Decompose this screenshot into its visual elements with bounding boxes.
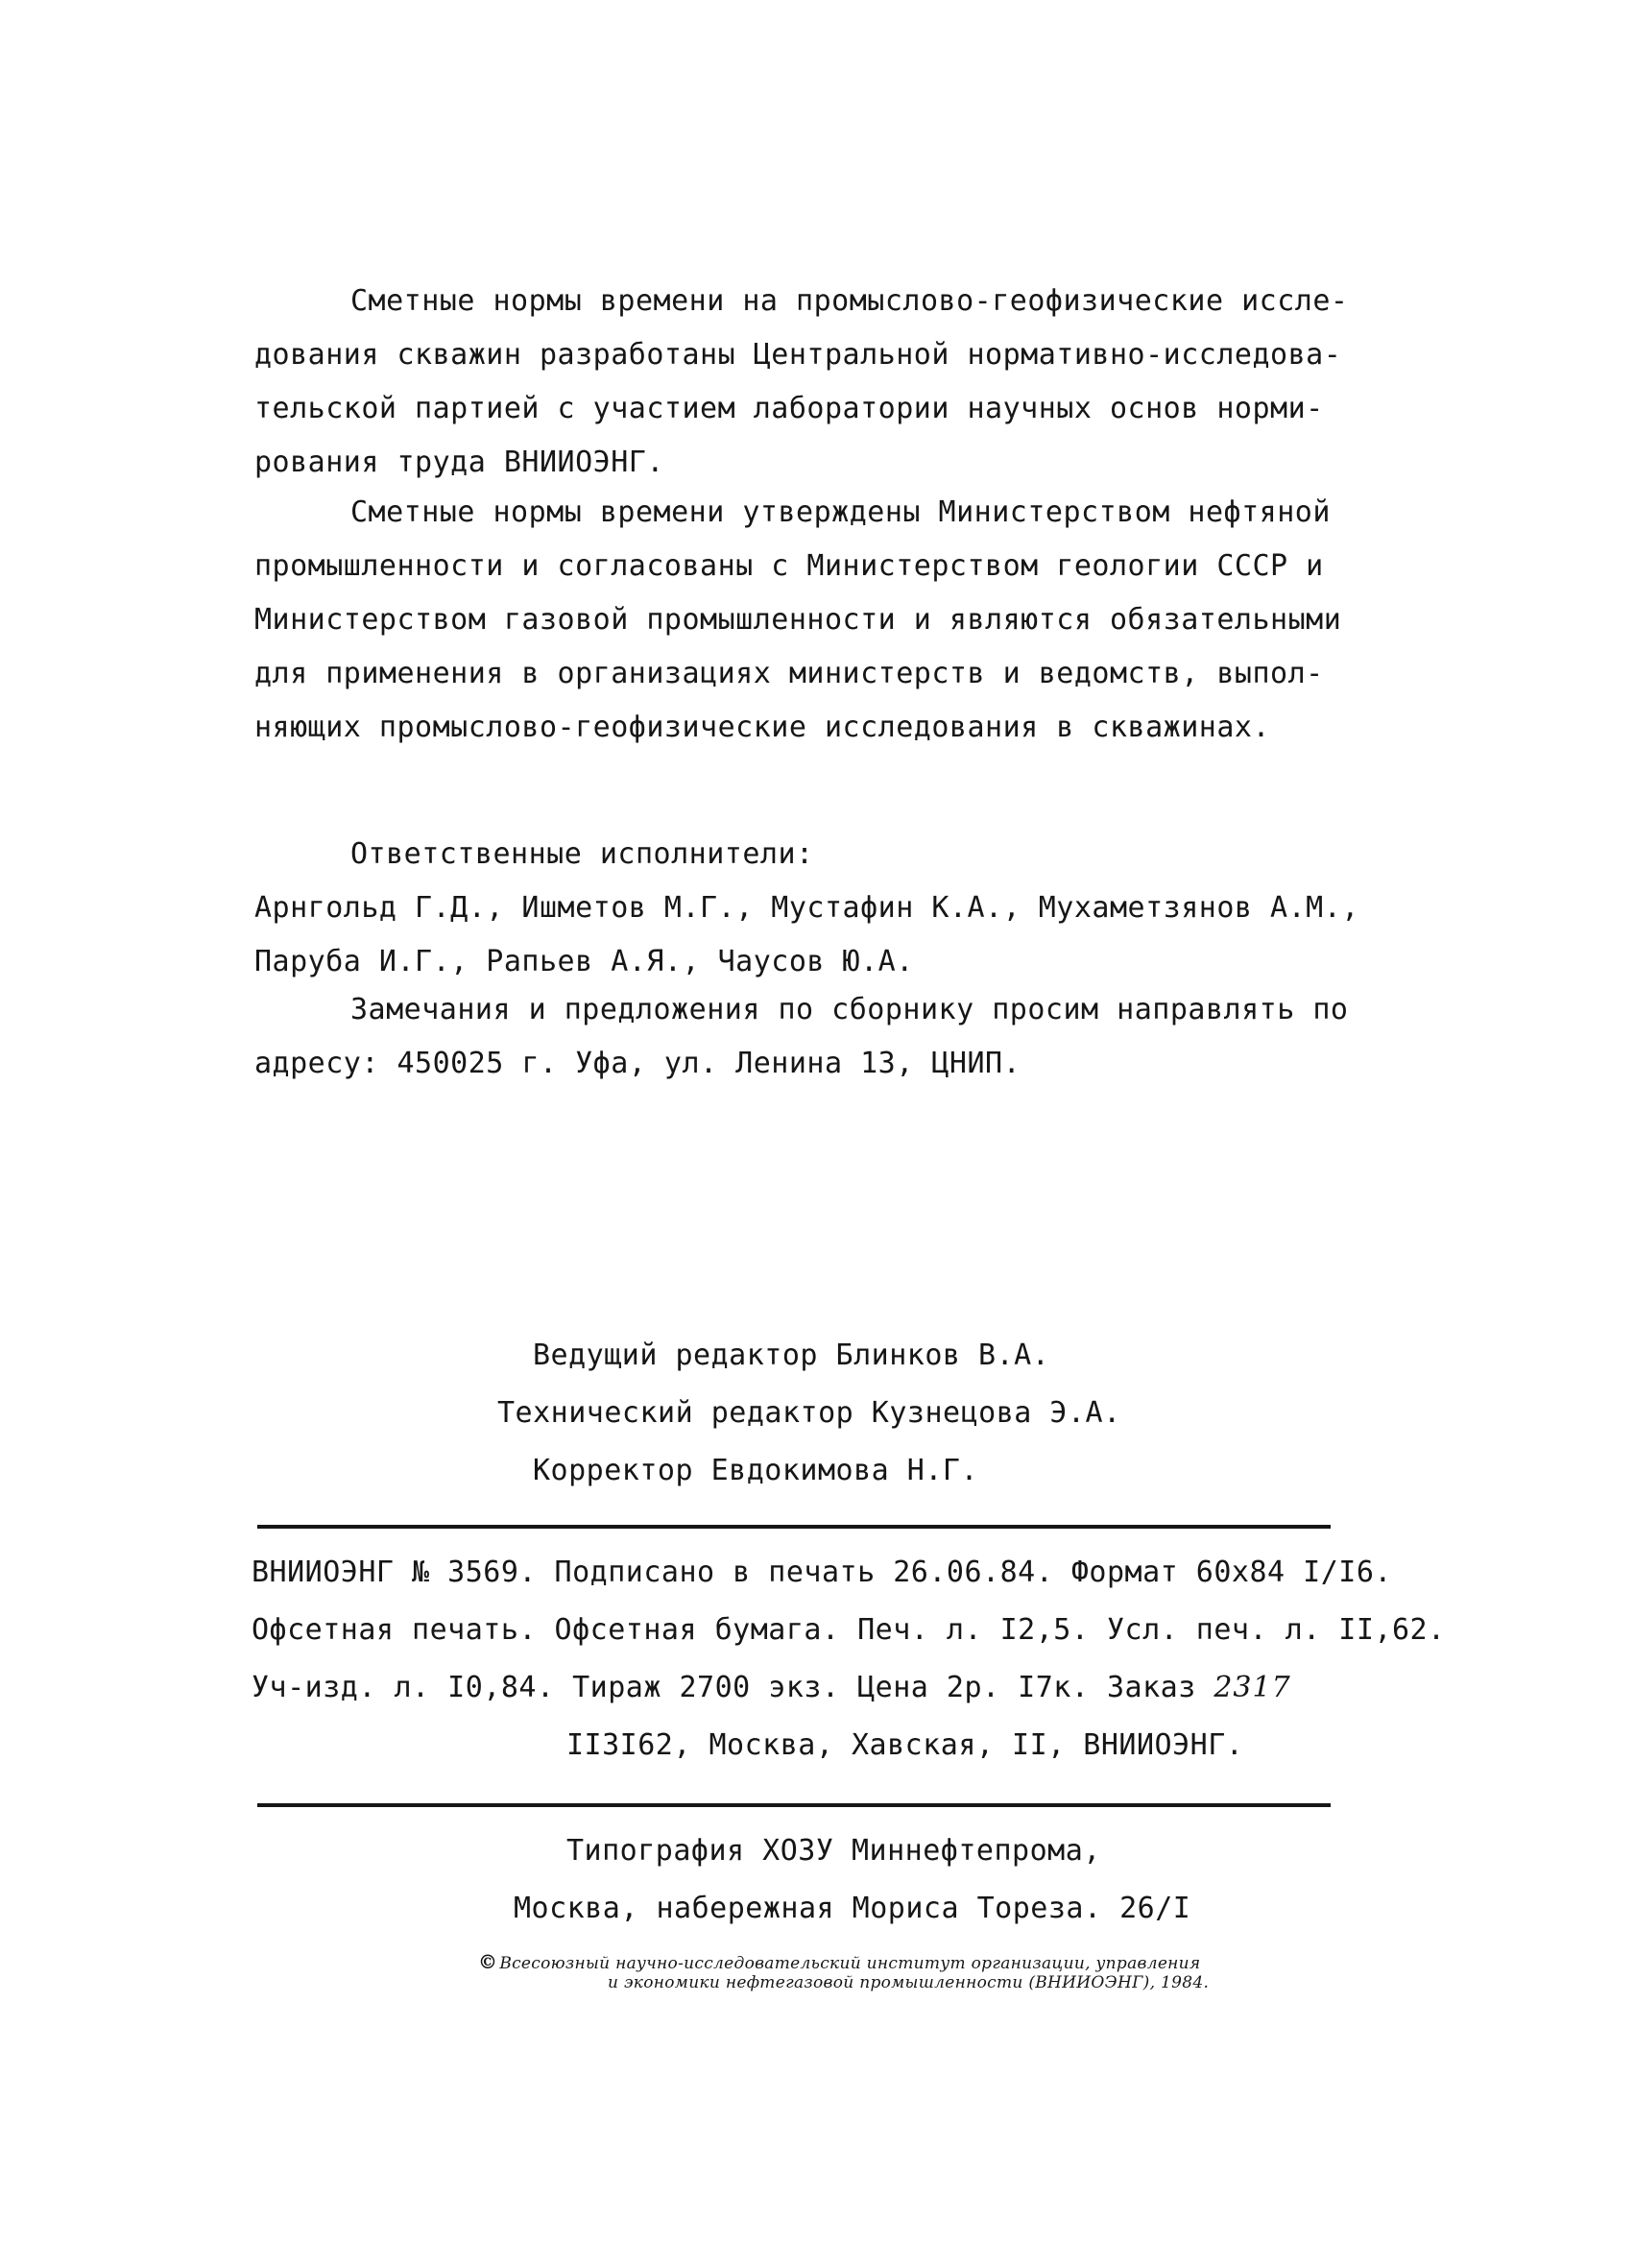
imprint-line: Офсетная печать. Офсетная бумага. Печ. л. I2,5. Усл. печ. л. II,62. [252, 1613, 1446, 1647]
text-line: адресу: 450025 г. Уфа, ул. Ленина 13, ЦНИП. [254, 1047, 1021, 1080]
copyright-icon: © [478, 1950, 498, 1973]
paragraph-norms-approved [254, 486, 1342, 755]
text-line: Министерством газовой промышленности и являются обязательными [254, 603, 1342, 637]
text-line: тельской партией с участием лаборатории научных основ норми- [254, 392, 1324, 425]
copyright-line: и экономики нефтегазовой промышленности (ВНИИОЭНГ), 1984. [608, 1973, 1210, 1992]
publication-imprint [252, 1544, 1446, 1774]
paragraph-norms-developed [254, 275, 1349, 490]
copyright-text: Всесоюзный научно-исследовательский институт организации, управления [499, 1954, 1201, 1973]
text-line: Сметные нормы времени на промыслово-геофизические иссле- [350, 284, 1349, 318]
text-line: рования труда ВНИИОЭНГ. [254, 446, 664, 479]
printer-address: Москва, набережная Мориса Тореза. 26/I [514, 1892, 1191, 1925]
text-line: дования скважин разработаны Центральной нормативно-исследова- [254, 338, 1342, 372]
imprint-line: ВНИИОЭНГ № 3569. Подписано в печать 26.06.84. Формат 60х84 I/I6. [252, 1556, 1392, 1589]
technical-editor: Технический редактор Кузнецова Э.А. [497, 1396, 1121, 1430]
printing-house [0, 1822, 1634, 1938]
copyright-notice [478, 1951, 1400, 1993]
responsible-executors [254, 828, 1359, 989]
text-line: промышленности и согласованы с Министерством геологии СССР и [254, 549, 1324, 583]
printer-name: Типография ХОЗУ Миннефтепрома, [566, 1834, 1101, 1868]
publisher-address: II3I62, Москва, Хавская, II, ВНИИОЭНГ. [566, 1728, 1244, 1762]
text-line: для применения в организациях министерств и ведомств, выпол- [254, 657, 1324, 690]
editorial-staff [0, 1327, 1634, 1500]
text-line: Замечания и предложения по сборнику просим направлять по [350, 993, 1349, 1026]
paragraph-remarks [254, 983, 1349, 1091]
imprint-text: Уч-изд. л. I0,84. Тираж 2700 экз. Цена 2р. I7к. Заказ [252, 1671, 1196, 1704]
text-line: Сметные нормы времени утверждены Министерством нефтяной [350, 495, 1331, 529]
responsible-names-line: Арнгольд Г.Д., Ишметов М.Г., Мустафин К.А., Мухаметзянов А.М., [254, 891, 1359, 925]
responsible-heading: Ответственные исполнители: [350, 837, 814, 871]
text-line: няющих промыслово-геофизические исследования в скважинах. [254, 711, 1271, 744]
handwritten-order-number: 2317 [1213, 1671, 1291, 1704]
proofreader: Корректор Евдокимова Н.Г. [533, 1454, 979, 1487]
imprint-line-order [252, 1659, 1394, 1717]
responsible-names-line: Паруба И.Г., Рапьев А.Я., Чаусов Ю.А. [254, 945, 914, 978]
divider-rule [257, 1803, 1331, 1807]
copyright-line [478, 1951, 1400, 1972]
divider-rule [257, 1525, 1331, 1529]
lead-editor: Ведущий редактор Блинков В.А. [533, 1339, 1050, 1372]
